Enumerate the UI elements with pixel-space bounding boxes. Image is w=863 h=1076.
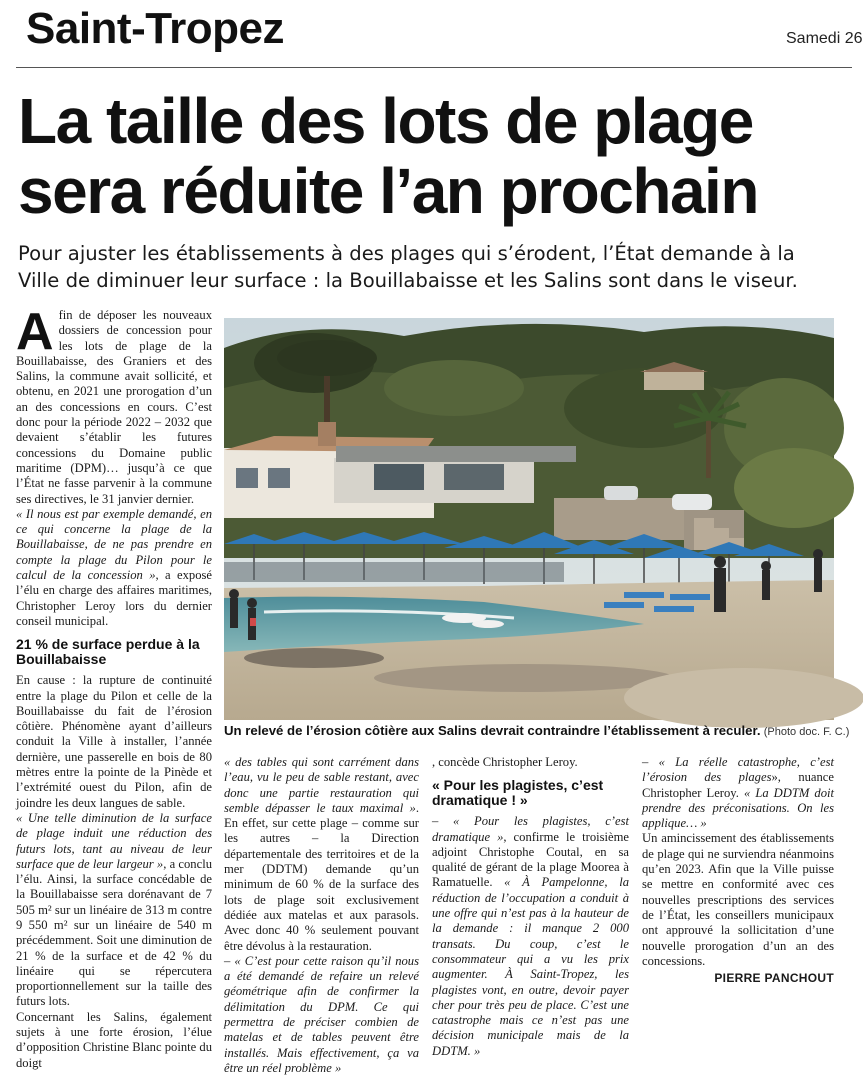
quote-plagistes: – « Pour les plagistes, c’est dramatique » [432, 814, 629, 844]
salins-text: . En effet, sur cette plage – comme sur les autres – la Direction départementale des territoires et de la mer (DDTM) demande qu’un minimum de 60 % de la surface des lots de plage soit exclusivement dédiée aux matelas et aux parasols. Avec donc 40 % seulement pouvant être dévolus à la restauration. [224, 800, 419, 953]
paragraph-conclusion: Un amincissement des établissements de plage qui ne surviendra néanmoins qu’en 2023. Afin que la Ville puisse se mettre en conformité avec ces nouvelles prescriptions des services de l’État, les conseillers municipaux ont approuvé la sollicitation d’une nouvelle prorogation d’un an des concessions. [642, 831, 834, 968]
quote-pilon: « Il nous est par exemple demandé, en ce qui concerne la plage de la Bouillabaisse, de ne pas prendre en compte la plage du Pilon pour le calcul de la concession » [16, 506, 212, 583]
headline-line-1: La taille des lots de plage [18, 85, 753, 157]
issue-date: Samedi 26 [786, 30, 863, 47]
quote-catastrophe: – « La réelle catastrophe, c’est l’érosion des plages [642, 755, 834, 785]
beach-photo [224, 318, 834, 720]
section-title: Saint-Tropez [26, 4, 285, 53]
article-column-3 [432, 755, 629, 1059]
header-rule [16, 67, 852, 68]
article-column-1 [16, 303, 212, 1071]
paragraph-releve-attribution: , concède Christopher Leroy. [432, 755, 578, 769]
paragraph-diminution [16, 811, 212, 1010]
photo-credit: (Photo doc. F. C.) [763, 726, 850, 738]
paragraph-releve [224, 954, 419, 1076]
drop-cap: A [16, 303, 54, 361]
paragraph-quote-pilon [16, 507, 212, 629]
author-byline: PIERRE PANCHOUT [714, 971, 834, 986]
standfirst-line-2: Ville de diminuer leur surface : la Bouillabaisse et les Salins sont dans le viseur. [18, 269, 798, 292]
caption-text: Un relevé de l’érosion côtière aux Salins devrait contraindre l’établissement à reculer. [224, 723, 761, 738]
paragraph-en-cause: En cause : la rupture de continuité entre la plage du Pilon et celle de la Bouillabaisse du fait de l’érosion côtière. Phénomène ayant d’ailleurs conduit la Ville à installer, l’année dernière, une passerelle en bois de 80 mètres entre la pointe de la Pinède et l’extrémité ouest du Pilon, afin de joindre les deux langues de sable. [16, 673, 212, 810]
paragraph-catastrophe [642, 755, 834, 831]
paragraph-salins-start: Concernant les Salins, également sujets à une forte érosion, l’élue d’opposition Christine Blanc pointe du doigt [16, 1009, 212, 1070]
standfirst-line-1: Pour ajuster les établissements à des plages qui s’érodent, l’État demande à la [18, 242, 795, 265]
intro-text: fin de déposer les nouveaux dossiers de concession pour les lots de plage de la Bouillabaisse, des Graniers et des Salins, la commune avait sollicité, et obtenu, en 2021 une prorogation d’un an des concessions en cours. C’est donc pour la période 2022 – 2032 que devaient s’établir les futures concessions du Domaine public maritime (DPM)… jusqu’à ce que l’État ne fasse parvenir à la commune ses directives, le 31 janvier dernier. [16, 308, 212, 506]
headline-line-2: sera réduite l’an prochain [18, 155, 758, 227]
beach-photo-illustration [224, 318, 834, 720]
plagistes-text: , confirme le troisième adjoint Christophe Coutal, en sa qualité de gérant de la plage Moorea à Ramatuelle. [432, 829, 629, 890]
article-column-4 [642, 755, 834, 986]
headline [18, 86, 848, 226]
quote-releve: – « C’est pour cette raison qu’il nous a été demandé de refaire un relevé géométrique afin de confirmer la délimitation du DPM. Ce qui permettra de préciser combien de matelas et de tables peuvent être installés. Mais effectivement, ça va être un réel problème » [224, 953, 419, 1075]
quote-pampelonne: « À Pampelonne, la réduction de l’occupation a conduit à une offre qui n’est pas à la hauteur de la demande : il manque 2 000 transats. Du coup, c’est le consommateur qui a vu les prix augmenter. À Saint-Tropez, les plagistes vont, en outre, devoir payer cher pour très peu de place. C’est une catastrophe mais ce n’est pas une décision municipale mais de la DDTM. » [432, 875, 629, 1058]
diminution-text: , a conclu l’élu. Ainsi, la surface concédable de la Bouillabaisse sera dorénavant de 7 505 m² sur un linéaire de 313 m contre 9 550 m² sur un linéaire de 540 m précédemment. Soit une diminution de 21 % de la surface et de 42 % du linéaire qui se répercutera proportionnellement sur la taille des futurs lots. [16, 856, 212, 1009]
quote-ddtm: « La DDTM doit prendre des préconisations. On les applique… » [642, 785, 834, 831]
catastrophe-text: », nuance Christopher Leroy. [642, 770, 834, 800]
standfirst [18, 240, 848, 294]
paragraph-salins-quote [224, 755, 419, 954]
photo-caption [224, 723, 850, 739]
paragraph-plagistes [432, 814, 629, 1059]
subhead-surface-perdue: 21 % de surface perdue à la Bouillabaisse [16, 636, 200, 668]
article-column-2 [224, 755, 419, 1076]
quote-pilon-attribution: , a exposé l’élu en charge des affaires maritimes, Christopher Leroy lors du dernier conseil municipal. [16, 568, 212, 628]
paragraph-intro [16, 303, 212, 507]
quote-salins: « des tables qui sont carrément dans l’eau, vu le peu de sable restant, avec donc une partie restauration qui semble dépasser le taux maximal » [224, 755, 419, 815]
subhead-plagistes: « Pour les plagistes, c’est dramatique ! » [432, 777, 604, 809]
quote-diminution: « Une telle diminution de la surface de plage induit une réduction des futurs lots, tant au niveau de leur surface que de leur largeur » [16, 810, 212, 871]
